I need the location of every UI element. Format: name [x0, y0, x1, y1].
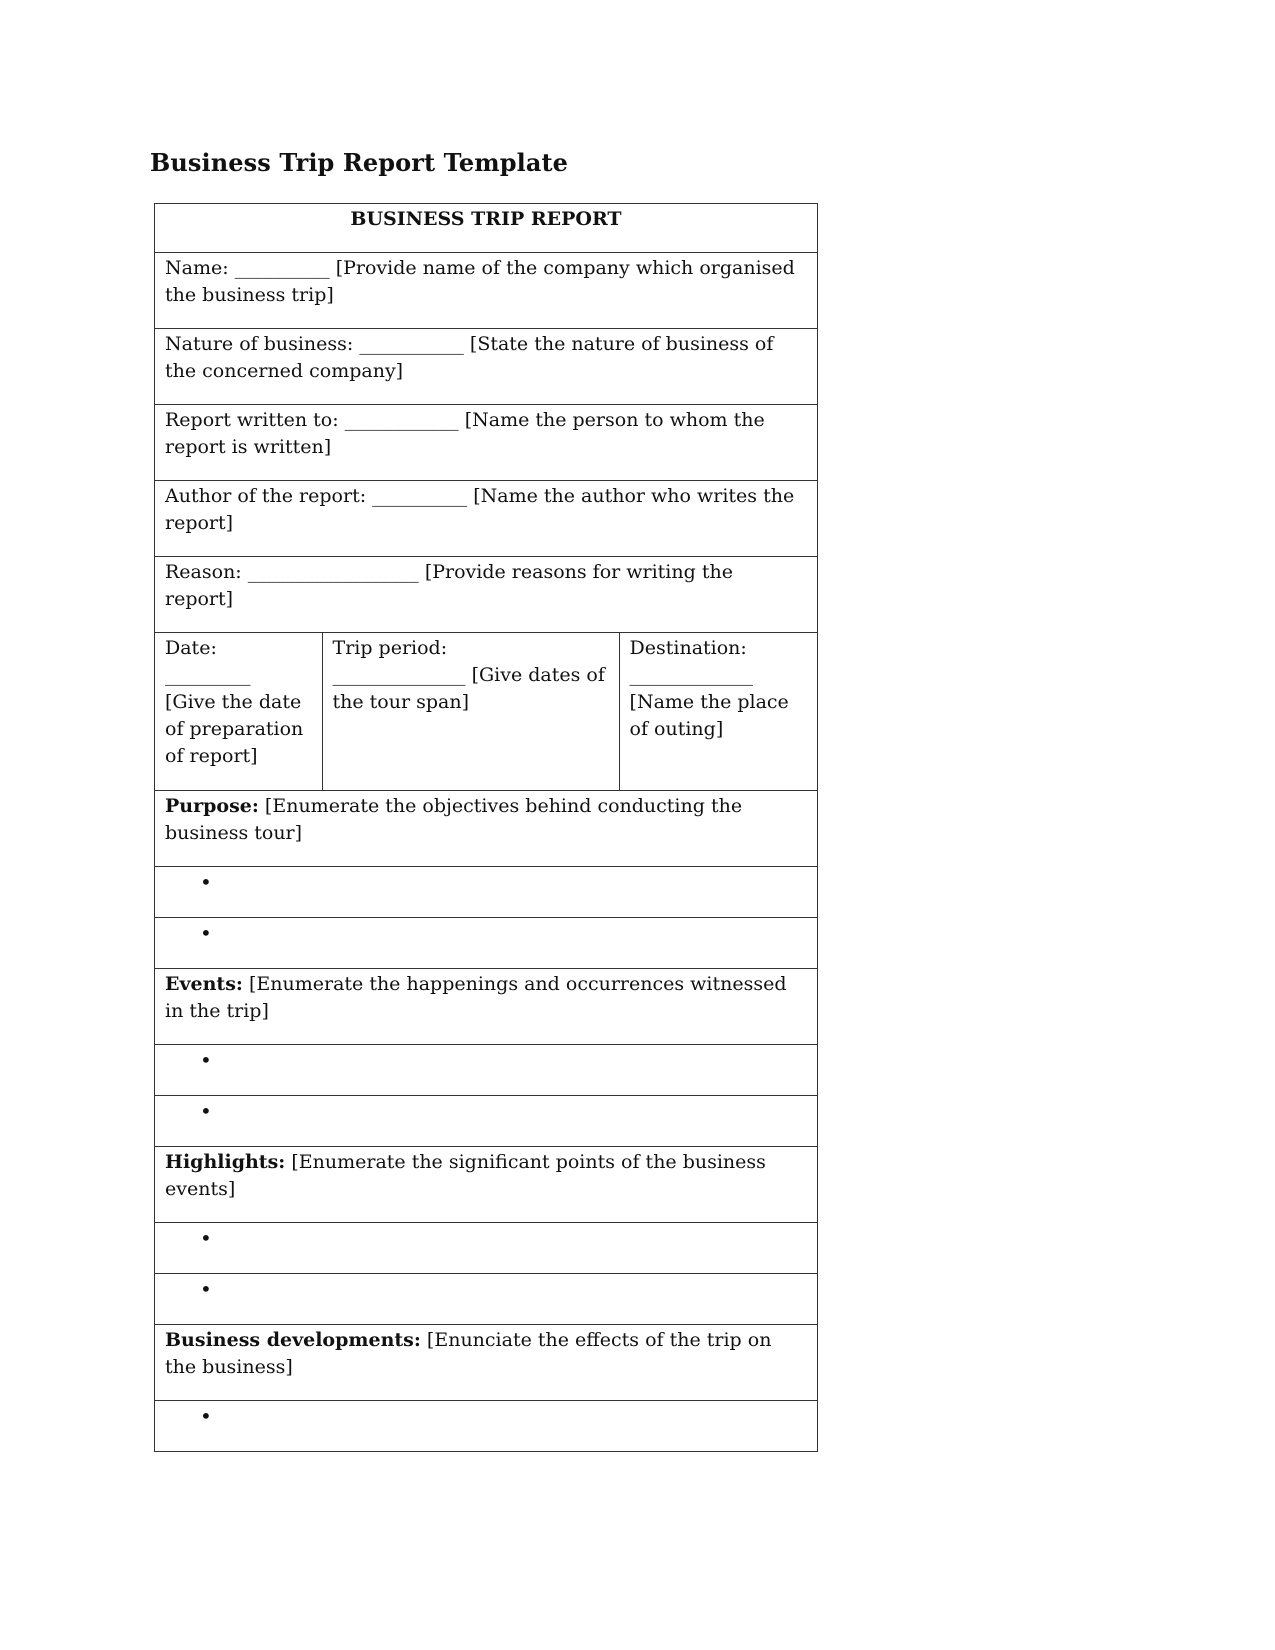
business-developments-bullet-row[interactable]: [155, 1401, 818, 1452]
report-written-to-field[interactable]: [155, 405, 818, 481]
field-hint: [Name the person to whom the report is written]: [165, 409, 765, 458]
field-blank: _________: [165, 664, 251, 686]
field-label: Date:: [165, 637, 217, 659]
field-label: Trip period:: [332, 637, 448, 659]
trip-report-form: [154, 203, 818, 1452]
bullet-icon: •: [200, 1048, 212, 1072]
bullet-icon: •: [200, 921, 212, 945]
bullet-icon: •: [200, 870, 212, 894]
bullet-icon: •: [200, 1226, 212, 1250]
section-hint: [Enumerate the happenings and occurrences witnessed in the trip]: [165, 973, 787, 1022]
purpose-bullet-row[interactable]: [155, 867, 818, 918]
name-field[interactable]: [155, 253, 818, 329]
nature-of-business-field[interactable]: [155, 329, 818, 405]
field-label: Author of the report:: [165, 485, 367, 507]
field-hint: [Give the date of preparation of report]: [165, 691, 304, 767]
trip-period-field[interactable]: [322, 633, 619, 791]
form-header: BUSINESS TRIP REPORT: [155, 204, 818, 253]
purpose-section: [155, 791, 818, 867]
field-blank: __________________: [247, 561, 419, 583]
field-blank: ______________: [332, 664, 466, 686]
bullet-icon: •: [200, 1099, 212, 1123]
field-hint: [Provide reasons for writing the report]: [165, 561, 733, 610]
events-section: [155, 969, 818, 1045]
section-hint: [Enunciate the effects of the trip on the business]: [165, 1329, 772, 1378]
section-label: Purpose:: [165, 795, 259, 817]
field-label: Report written to:: [165, 409, 339, 431]
events-bullet-row[interactable]: [155, 1045, 818, 1096]
field-hint: [Name the author who writes the report]: [165, 485, 795, 534]
bullet-icon: •: [200, 1277, 212, 1301]
section-label: Business developments:: [165, 1329, 421, 1351]
field-hint: [State the nature of business of the concerned company]: [165, 333, 774, 382]
field-label: Nature of business:: [165, 333, 354, 355]
section-label: Events:: [165, 973, 243, 995]
section-hint: [Enumerate the significant points of the business events]: [165, 1151, 766, 1200]
field-hint: [Name the place of outing]: [629, 691, 789, 740]
field-label: Destination:: [629, 637, 747, 659]
field-label: Name:: [165, 257, 229, 279]
field-blank: __________: [234, 257, 330, 279]
business-developments-section: [155, 1325, 818, 1401]
author-field[interactable]: [155, 481, 818, 557]
field-blank: ___________: [359, 333, 464, 355]
field-label: Reason:: [165, 561, 242, 583]
destination-field[interactable]: [619, 633, 817, 791]
highlights-bullet-row[interactable]: [155, 1223, 818, 1274]
events-bullet-row[interactable]: [155, 1096, 818, 1147]
field-blank: __________: [372, 485, 468, 507]
page-title: Business Trip Report Template: [150, 148, 569, 177]
section-label: Highlights:: [165, 1151, 286, 1173]
highlights-bullet-row[interactable]: [155, 1274, 818, 1325]
section-hint: [Enumerate the objectives behind conducting the business tour]: [165, 795, 743, 844]
purpose-bullet-row[interactable]: [155, 918, 818, 969]
reason-field[interactable]: [155, 557, 818, 633]
field-blank: ____________: [344, 409, 459, 431]
bullet-icon: •: [200, 1404, 212, 1428]
field-hint: [Provide name of the company which organised the business trip]: [165, 257, 795, 306]
highlights-section: [155, 1147, 818, 1223]
field-blank: _____________: [629, 664, 754, 686]
date-field[interactable]: [155, 633, 323, 791]
field-hint: [Give dates of the tour span]: [332, 664, 605, 713]
